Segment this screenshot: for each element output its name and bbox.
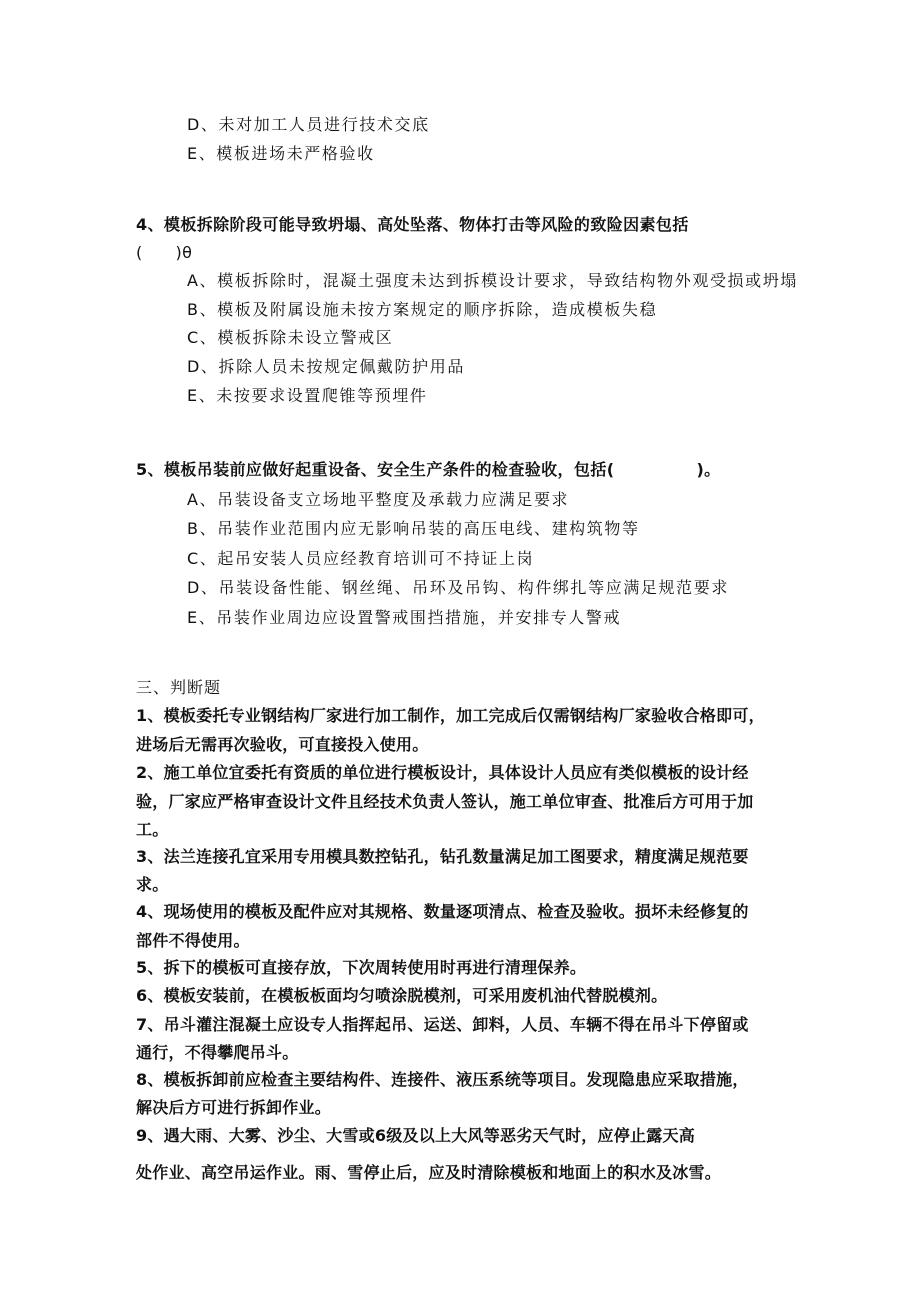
tf-1-line-1: 1、模板委托专业钢结构厂家进行加工制作，加工完成后仅需钢结构厂家验收合格即可， (136, 706, 765, 725)
tf-7-line-1: 7、吊斗灌注混凝土应设专人指挥起吊、运送、卸料，人员、车辆不得在吊斗下停留或 (136, 1015, 749, 1034)
tf-8-line-2: 解决后方可进行拆卸作业。 (136, 1098, 332, 1117)
q4-stem-continued: ( )θ (136, 243, 193, 262)
tf-8-line-1: 8、模板拆卸前应检查主要结构件、连接件、液压系统等项目。发现隐患应采取措施， (136, 1070, 749, 1089)
tf-1-line-2: 进场后无需再次验收，可直接投入使用。 (136, 735, 429, 754)
tf-3-line-2: 求。 (136, 875, 169, 894)
tf-2-line-2: 验，厂家应严格审查设计文件且经技术负责人签认，施工单位审查、批准后方可用于加 (136, 792, 754, 811)
q4-option-b: B、模板及附属设施未按方案规定的顺序拆除，造成模板失稳 (187, 300, 658, 319)
tf-4-line-2: 部件不得使用。 (136, 931, 250, 950)
q5-stem: 5、模板吊装前应做好起重设备、安全生产条件的检查验收，包括( )。 (136, 460, 721, 479)
q4-stem: 4、模板拆除阶段可能导致坍塌、高处坠落、物体打击等风险的致险因素包括 (136, 215, 689, 234)
q4-option-d: D、拆除人员未按规定佩戴防护用品 (187, 357, 465, 376)
section-title: 三、判断题 (136, 678, 222, 697)
tf-7-line-2: 通行，不得攀爬吊斗。 (136, 1043, 299, 1062)
tf-9-line-2: 处作业、高空吊运作业。雨、雪停止后，应及时清除模板和地面上的积水及冰雪。 (136, 1163, 722, 1182)
q5-option-e: E、吊装作业周边应设置警戒围挡措施，并安排专人警戒 (187, 608, 622, 627)
tf-5: 5、拆下的模板可直接存放，下次周转使用时再进行清理保养。 (136, 958, 587, 977)
q5-option-a: A、吊装设备支立场地平整度及承载力应满足要求 (187, 490, 570, 509)
tf-4-line-1: 4、现场使用的模板及配件应对其规格、数量逐项清点、检查及验收。损坏未经修复的 (136, 902, 749, 921)
q5-option-c: C、起吊安装人员应经教育培训可不持证上岗 (187, 549, 535, 568)
q4-option-c: C、模板拆除未设立警戒区 (187, 328, 394, 347)
q3-option-e: E、模板进场未严格验收 (187, 144, 375, 163)
tf-6: 6、模板安装前，在模板板面均匀喷涂脱模剂，可采用废机油代替脱模剂。 (136, 986, 668, 1005)
tf-9-line-1: 9、遇大雨、大雾、沙尘、大雪或6级及以上大风等恶劣天气时，应停止露天高 (136, 1126, 696, 1145)
tf-2-line-3: 工。 (136, 820, 169, 839)
tf-3-line-1: 3、法兰连接孔宜采用专用模具数控钻孔，钻孔数量满足加工图要求，精度满足规范要 (136, 847, 749, 866)
q5-option-d: D、吊装设备性能、钢丝绳、吊环及吊钩、构件绑扎等应满足规范要求 (187, 578, 729, 597)
q4-option-e: E、未按要求设置爬锥等预埋件 (187, 386, 428, 405)
q4-option-a: A、模板拆除时，混凝土强度未达到拆模设计要求，导致结构物外观受损或坍塌 (187, 271, 798, 290)
tf-2-line-1: 2、施工单位宜委托有资质的单位进行模板设计，具体设计人员应有类似模板的设计经 (136, 763, 749, 782)
q3-option-d: D、未对加工人员进行技术交底 (187, 115, 430, 134)
q5-option-b: B、吊装作业范围内应无影响吊装的高压电线、建构筑物等 (187, 519, 640, 538)
